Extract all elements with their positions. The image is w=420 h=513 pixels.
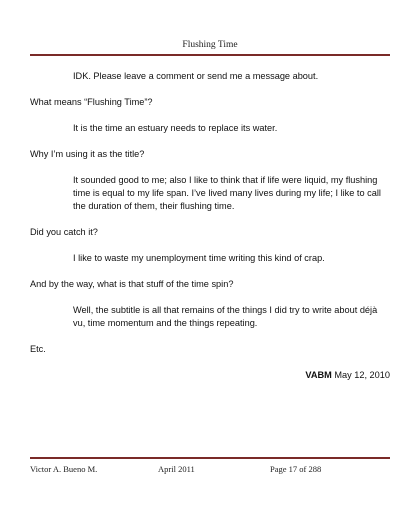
document-body bbox=[30, 70, 390, 382]
question-line: Why I’m using it as the title? bbox=[30, 149, 145, 159]
footer-rule bbox=[30, 457, 390, 459]
question-line: What means “Flushing Time”? bbox=[30, 97, 153, 107]
answer-line: It is the time an estuary needs to replace its water. bbox=[73, 123, 278, 133]
signature-date: May 12, 2010 bbox=[331, 370, 390, 380]
question-line: Did you catch it? bbox=[30, 227, 98, 237]
answer-line: time is equal to my life span. I’ve lived many lives during my life; I like to call bbox=[73, 188, 381, 198]
footer-date: April 2011 bbox=[158, 464, 195, 474]
footer-page-number: Page 17 of 288 bbox=[270, 464, 322, 474]
question-line: And by the way, what is that stuff of the time spin? bbox=[30, 279, 234, 289]
answer-line: It sounded good to me; also I like to think that if life were liquid, my flushing bbox=[73, 175, 378, 185]
answer-line: the duration of them, their flushing time. bbox=[73, 201, 235, 211]
signature-name: VABM bbox=[305, 370, 332, 380]
answer-line: IDK. Please leave a comment or send me a message about. bbox=[73, 71, 319, 81]
signature bbox=[30, 369, 390, 382]
footer-author: Victor A. Bueno M. bbox=[30, 464, 98, 474]
answer-line: I like to waste my unemployment time writing this kind of crap. bbox=[73, 253, 325, 263]
answer-line: Well, the subtitle is all that remains of the things I did try to write about déjà bbox=[73, 305, 378, 315]
closing-line: Etc. bbox=[30, 344, 46, 354]
header-rule bbox=[30, 54, 390, 56]
page-header-title: Flushing Time bbox=[182, 40, 238, 50]
answer-line: vu, time momentum and the things repeating. bbox=[73, 318, 258, 328]
